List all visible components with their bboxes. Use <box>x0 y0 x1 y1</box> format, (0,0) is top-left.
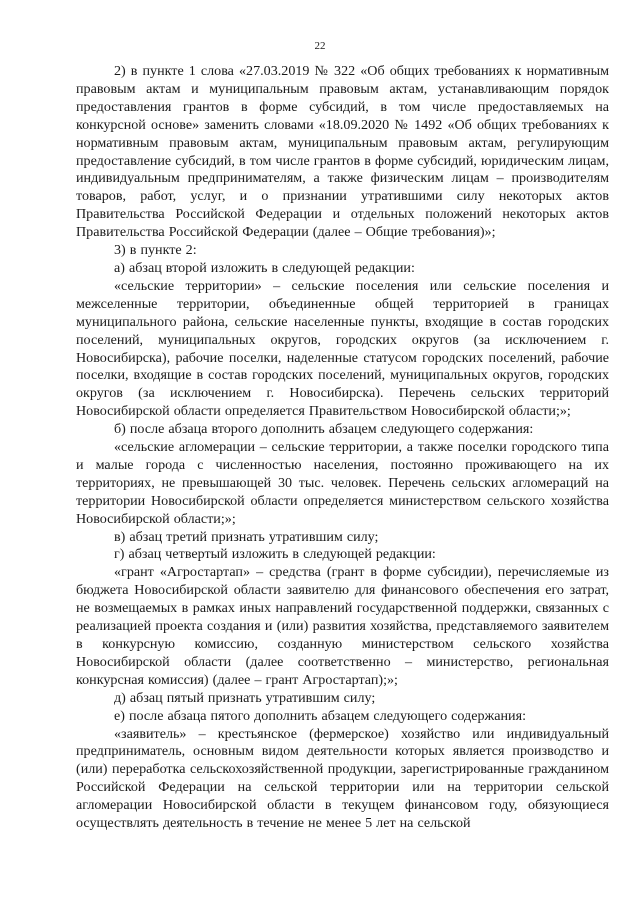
subparagraph-a: а) абзац второй изложить в следующей редакции: <box>114 259 415 276</box>
subparagraph-v: в) абзац третий признать утратившим силу; <box>114 528 379 545</box>
paragraph-item-2: 2) в пункте 1 слова «27.03.2019 № 322 «Об общих требованиях к нормативным правовым актам и муниципальным правовым актам, устанавливающим порядок предоставления грантов в форме субсидий, в том числе предоставляемых на конкурсной основе» заменить словами «18.09.2020 № 1492 «Об общих требованиях к нормативным правовым актам, муниципальным правовым актам, регулирующим предоставление субсидий, в том числе грантов в форме субсидий, юридическим лицам, индивидуальным предпринимателям, а также физическим лицам – производителям товаров, работ, услуг, и о признании утратившими силу некоторых актов Правительства Российской Федерации и отдельных положений некоторых актов Правительства Российской Федерации (далее – Общие требования)»; <box>76 63 609 241</box>
subparagraph-g: г) абзац четвертый изложить в следующей редакции: <box>114 546 436 563</box>
paragraph-item-3: 3) в пункте 2: <box>114 242 197 259</box>
definition-rural-territories: «сельские территории» – сельские поселения или сельские поселения и межселенные территории, объединенные общей территорией в границах муниципального района, сельские населенные пункты, входящие в состав городских поселений, муниципальных округов, городских округов (за исключением г. Новосибирска), рабочие поселки, наделенные статусом городских поселений, рабочие поселки, входящие в состав городских поселений, муниципальных округов, городских округов (за исключением г. Новосибирска). Перечень сельских территорий Новосибирской области определяется Правительством Новосибирской области;»; <box>76 277 609 420</box>
subparagraph-b: б) после абзаца второго дополнить абзацем следующего содержания: <box>114 421 534 438</box>
definition-agrostartup-grant: «грант «Агростартап» – средства (грант в форме субсидии), перечисляемые из бюджета Новосибирской области заявителю для финансового обеспечения его затрат, не возмещаемых в рамках иных направлений государственной поддержки, связанных с реализацией проекта создания и (или) развития хозяйства, представляемого заявителем в конкурсную комиссию, созданную министерством сельского хозяйства Новосибирской области (далее соответственно – министерство, региональная конкурсная комиссия) (далее – грант Агростартап);»; <box>76 564 609 688</box>
definition-rural-agglomerations: «сельские агломерации – сельские территории, а также поселки городского типа и малые города с численностью населения, постоянно проживающего на их территориях, не превышающей 30 тыс. человек. Перечень сельских агломераций на территории Новосибирской области определяется министерством сельского хозяйства Новосибирской области;»; <box>76 439 609 527</box>
document-body <box>76 63 609 833</box>
definition-applicant: «заявитель» – крестьянское (фермерское) хозяйство или индивидуальный предприниматель, основным видом деятельности которых является производство и (или) переработка сельскохозяйственной продукции, зарегистрированные гражданином Российской Федерации на сельской территории или на территории сельской агломерации Новосибирской области в текущем финансовом году, обязующиеся осуществлять деятельность в течение не менее 5 лет на сельской <box>76 725 609 832</box>
subparagraph-d: д) абзац пятый признать утратившим силу; <box>114 689 376 706</box>
subparagraph-e: е) после абзаца пятого дополнить абзацем следующего содержания: <box>114 707 526 724</box>
page-number: 22 <box>314 40 326 52</box>
